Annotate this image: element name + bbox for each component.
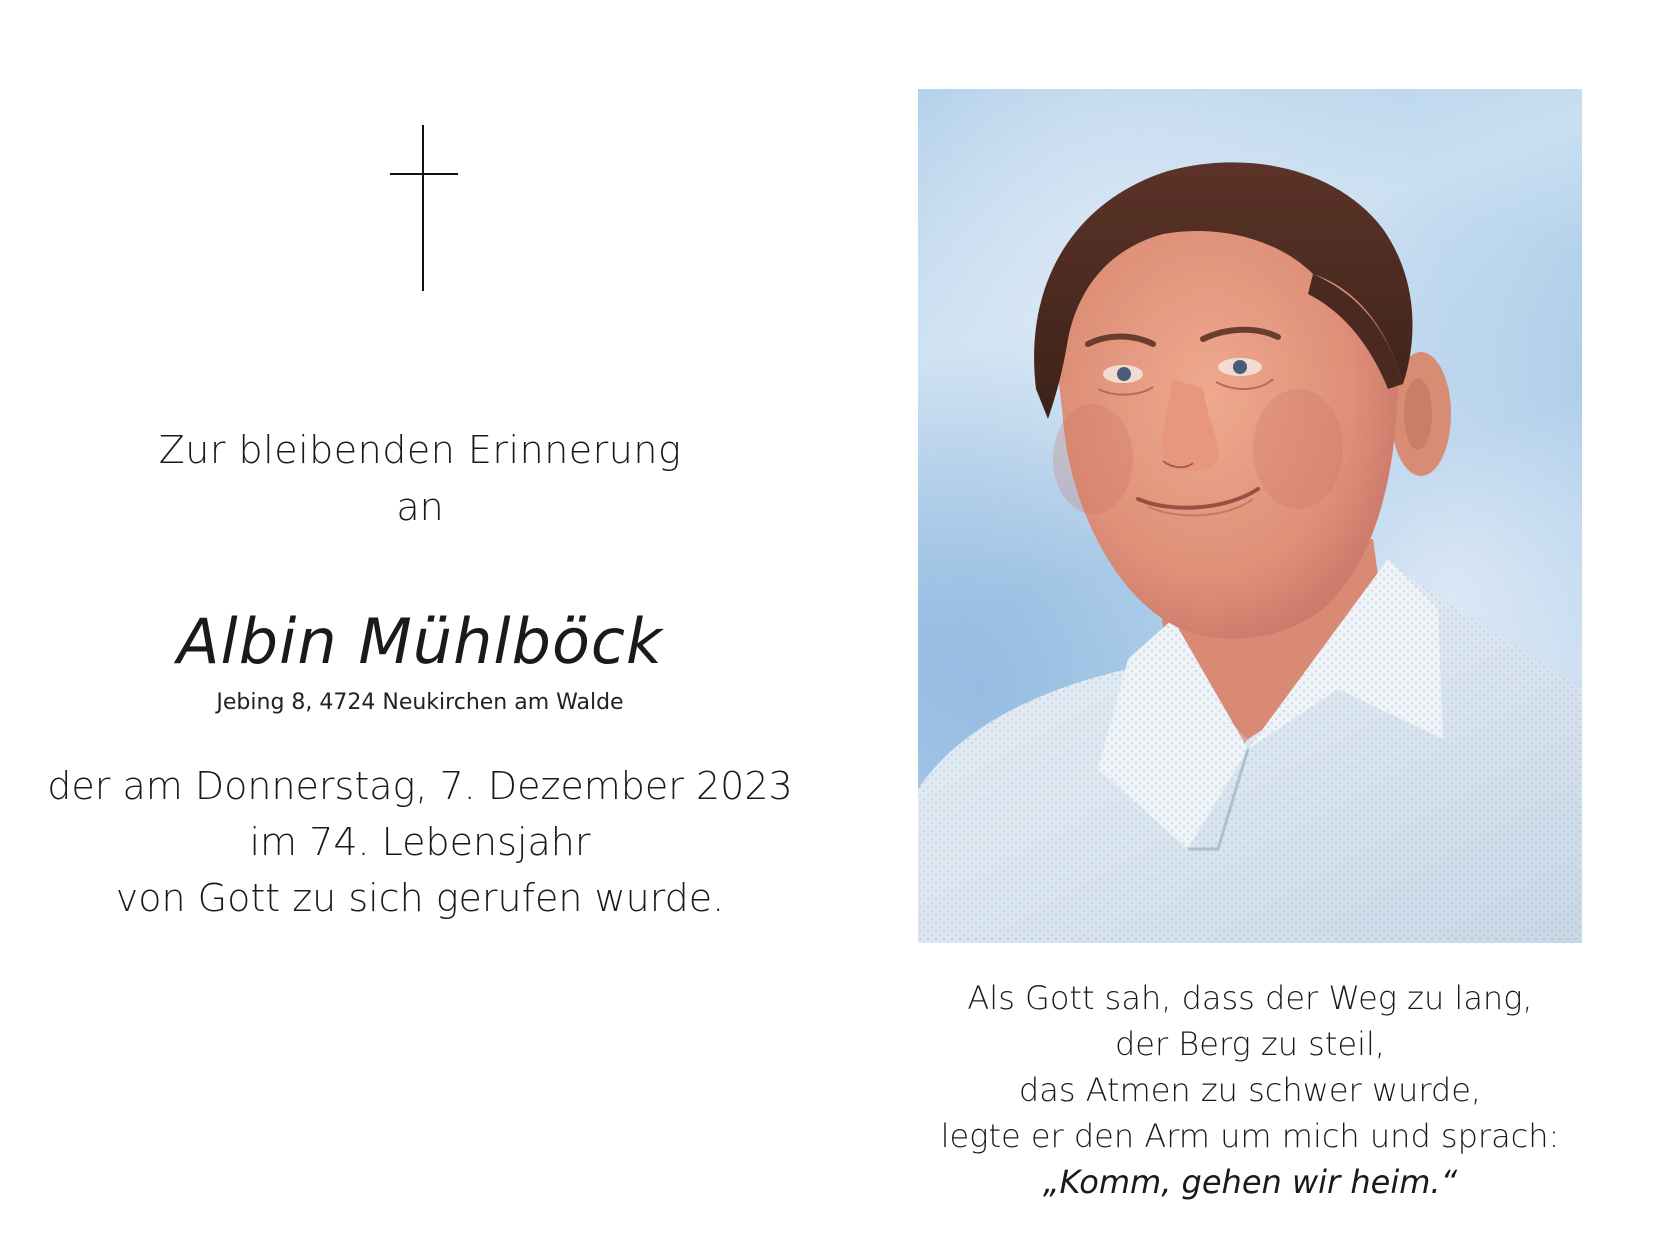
poem-line: Als Gott sah, dass der Weg zu lang, <box>967 979 1533 1017</box>
death-date-line: der am Donnerstag, 7. Dezember 2023 <box>47 764 793 808</box>
poem <box>918 975 1582 1205</box>
cross-icon <box>390 125 458 291</box>
age-line: im 74. Lebensjahr <box>249 820 591 864</box>
poem-line: der Berg zu steil, <box>1114 1025 1386 1063</box>
memory-heading-an: an <box>396 485 444 529</box>
called-by-god-line: von Gott zu sich gerufen wurde. <box>115 876 725 920</box>
deceased-address: Jebing 8, 4724 Neukirchen am Walde <box>216 690 624 715</box>
poem-quote: „Komm, gehen wir heim.“ <box>1042 1163 1458 1201</box>
portrait-photo <box>918 89 1582 943</box>
poem-line: das Atmen zu schwer wurde, <box>1018 1071 1482 1109</box>
poem-line: legte er den Arm um mich und sprach: <box>940 1117 1560 1155</box>
memorial-text-column <box>40 0 800 1254</box>
deceased-name: Albin Mühlböck <box>177 605 663 678</box>
memory-heading: Zur bleibenden Erinnerung <box>158 428 682 472</box>
